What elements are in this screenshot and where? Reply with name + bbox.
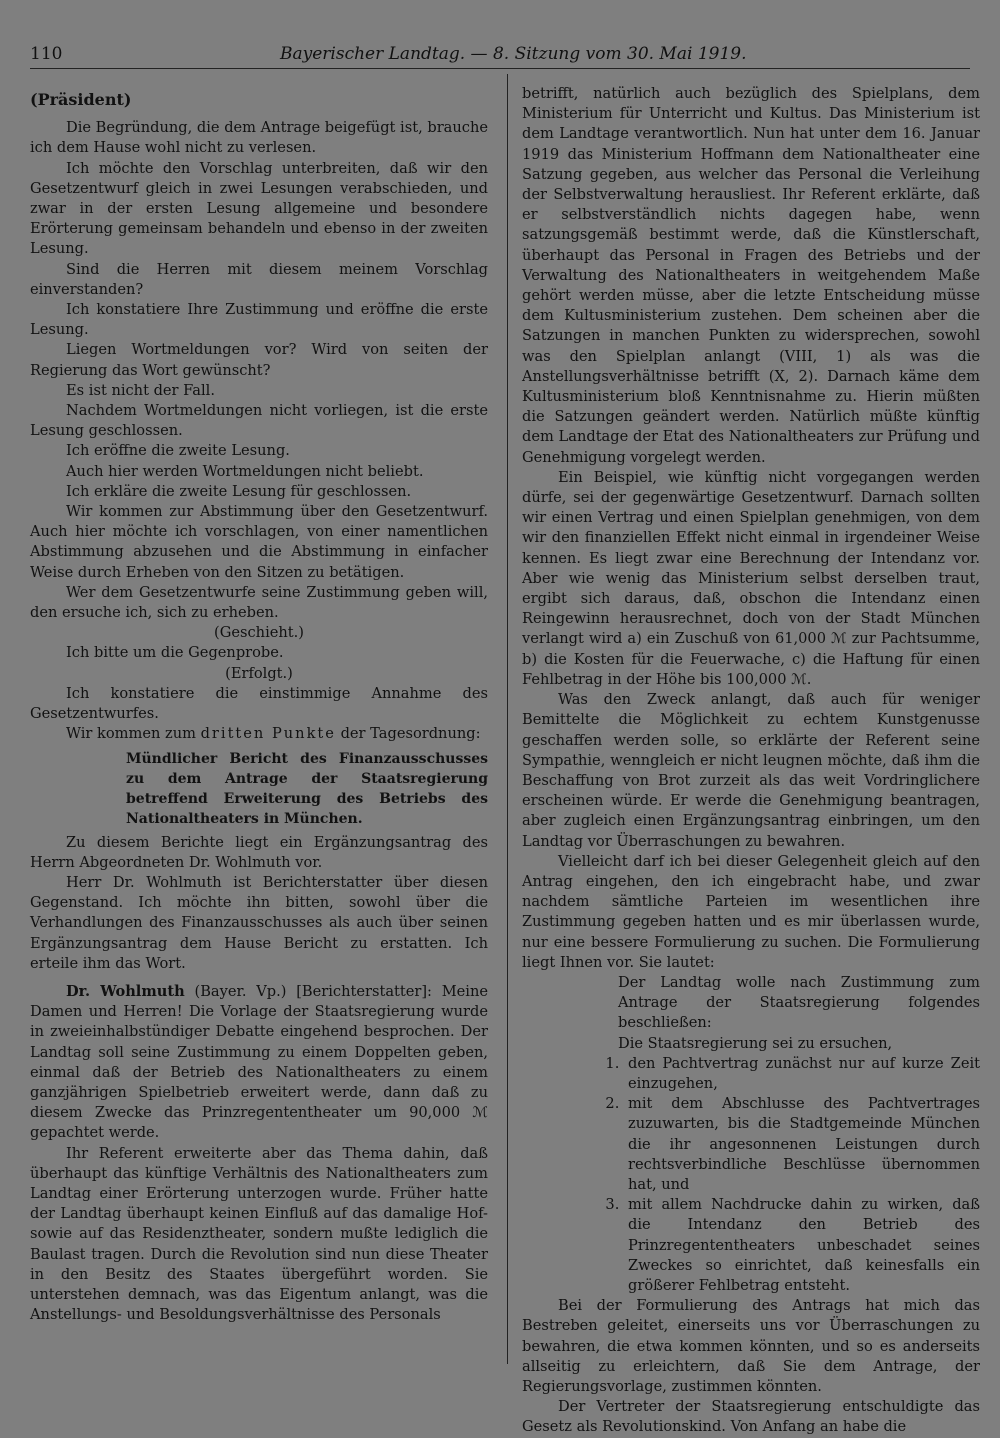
text-run: Wir kommen zum bbox=[66, 725, 196, 743]
paragraph: Ich konstatiere Ihre Zustimmung und eröffne die erste Lesung. bbox=[30, 301, 488, 339]
paragraph: Herr Dr. Wohlmuth ist Berichterstatter über diesen Gegenstand. Ich möchte ihn bitten, sowohl über die Verhandlungen des Finanzausschusses als auch über seinen Ergänzungsantrag dem Hause Bericht zu erstatten. Ich erteile ihm das Wort. bbox=[30, 873, 488, 972]
running-head: Bayerischer Landtag. — 8. Sitzung vom 30. Mai 1919. bbox=[280, 44, 747, 64]
paragraph: Nachdem Wortmeldungen nicht vorliegen, ist die erste Lesung geschlossen. bbox=[30, 402, 488, 440]
paragraph: Ein Beispiel, wie künftig nicht vorgegangen werden dürfe, sei der gegenwärtige Gesetzentwurf. Darnach sollten wir einen Vertrag und einen Spielplan genehmigen, von dem wir den finanziellen Effekt nicht einmal in irgendeiner Weise kennen. Es liegt zwar eine Berechnung der Intendanz vor. Aber wie wenig das Ministerium selbst derselben traut, ergibt sich daraus, daß, obschon die Intendanz einen Reingewinn herausrechnet, doch von der Stadt München verlangt wird a) ein Zuschuß von 61,000 ℳ zur Pachtsumme, b) die Kosten für die Feuerwache, c) die Haftung für einen Fehlbetrag in der Höhe bis 100,000 ℳ. bbox=[522, 468, 980, 688]
motion-text bbox=[522, 973, 980, 1296]
paragraph: Liegen Wortmeldungen vor? Wird von seiten der Regierung das Wort gewünscht? bbox=[30, 341, 488, 379]
paragraph: Ich eröffne die zweite Lesung. bbox=[66, 442, 290, 460]
paragraph: Ich erkläre die zweite Lesung für geschlossen. bbox=[66, 482, 412, 500]
motion-lead: Die Staatsregierung sei zu ersuchen, bbox=[618, 1034, 893, 1052]
speaker-label: (Präsident) bbox=[30, 90, 132, 109]
paragraph: Wir kommen zur Abstimmung über den Gesetzentwurf. Auch hier möchte ich vorschlagen, von einer namentlichen Abstimmung abzusehen und die Abstimmung in einfacher Weise durch Erheben von den Sitzen zu betätigen. bbox=[30, 503, 488, 581]
paragraph: Die Begründung, die dem Antrage beigefügt ist, brauche ich dem Hause wohl nicht zu verlesen. bbox=[30, 119, 488, 157]
left-column bbox=[30, 90, 488, 1325]
right-column bbox=[522, 84, 980, 1438]
motion-item: 3. mit allem Nachdrucke dahin zu wirken, daß die Intendanz den Betrieb des Prinzregententheaters unbeschadet seines Zweckes so einrichtet, daß keinesfalls ein größerer Fehlbetrag entsteht. bbox=[624, 1195, 980, 1296]
paragraph: Auch hier werden Wortmeldungen nicht beliebt. bbox=[66, 462, 424, 480]
paragraph: Ich konstatiere die einstimmige Annahme des Gesetzentwurfes. bbox=[30, 684, 488, 723]
paragraph: Der Vertreter der Staatsregierung entschuldigte das Gesetz als Revolutionskind. Von Anfang an habe die bbox=[522, 1398, 980, 1436]
speaker-name: Dr. Wohlmuth bbox=[66, 982, 185, 1000]
paragraph: Zu diesem Berichte liegt ein Ergänzungsantrag des Herrn Abgeordneten Dr. Wohlmuth vor. bbox=[30, 833, 488, 871]
paragraph: Ich bitte um die Gegenprobe. bbox=[66, 644, 284, 662]
paragraph bbox=[30, 724, 488, 744]
paragraph: Vielleicht darf ich bei dieser Gelegenheit gleich auf den Antrag eingehen, den ich eingebracht habe, und zwar nachdem sämtliche Parteien im wesentlichen ihre Zustimmung gegeben hatten und es mir überlassen wurde, nur eine bessere Formulierung zu suchen. Die Formulierung liegt Ihnen vor. Sie lautet: bbox=[522, 852, 980, 971]
paragraph: Was den Zweck anlangt, daß auch für weniger Bemittelte die Möglichkeit zu echtem Kunstgenusse geschaffen werden solle, so erklärte der Referent seine Sympathie, wenngleich er nicht leugnen möchte, daß ihm die Beschaffung von Brot zurzeit als das weit Vordringlichere erscheinen würde. Er werde die Genehmigung beantragen, aber zugleich einen Ergänzungsantrag einbringen, um den Landtag vor Überraschungen zu bewahren. bbox=[522, 691, 980, 850]
paragraph: Es ist nicht der Fall. bbox=[66, 381, 215, 399]
agenda-item-title: Mündlicher Bericht des Finanzausschusses zu dem Antrage der Staatsregierung betreffend Erweiterung des Betriebs des Nationaltheaters in München. bbox=[126, 750, 488, 827]
paragraph: Sind die Herren mit diesem meinem Vorschlag einverstanden? bbox=[30, 260, 488, 298]
stage-remark: (Erfolgt.) bbox=[225, 664, 293, 682]
page-header bbox=[30, 44, 970, 70]
column-divider bbox=[507, 74, 508, 1364]
motion-list bbox=[522, 1054, 980, 1296]
motion-item: 2. mit dem Abschlusse des Pachtvertrages zuzuwarten, bis die Stadtgemeinde München die ihr angesonnenen Leistungen durch rechtsverbindliche Beschlüsse übernommen hat, und bbox=[624, 1094, 980, 1195]
page-number: 110 bbox=[30, 44, 63, 64]
paragraph: Ihr Referent erweiterte aber das Thema dahin, daß überhaupt das künftige Verhältnis des Nationaltheaters zum Landtag einer Erörterung unterzogen wurde. Früher hatte der Landtag überhaupt keinen Einfluß auf das damalige Hof- sowie auf das Residenztheater, sondern mußte lediglich die Baulast tragen. Durch die Revolution sind nun diese Theater in den Besitz des Staates übergeführt worden. Sie unterstehen demnach, was das Eigentum anlangt, was die Anstellungs- und Besoldungsverhältnisse des Personals bbox=[30, 1144, 488, 1324]
motion-intro: Der Landtag wolle nach Zustimmung zum Antrage der Staatsregierung folgendes beschließen: bbox=[618, 973, 980, 1032]
header-rule bbox=[30, 68, 970, 69]
text-run: (Bayer. Vp.) [Berichterstatter]: Meine Damen und Herren! Die Vorlage der Staatsregierung wurde in zweieinhalbstündiger Debatte eingehend besprochen. Der Landtag soll seine Zustimmung zu einem Doppelten geben, einmal daß der Betrieb des Nationaltheaters zu einem ganzjährigen Spielbetrieb erweitert werde, dann daß zu diesem Zwecke das Prinzregententheater um 90,000 ℳ gepachtet werde. bbox=[30, 982, 488, 1142]
paragraph: Ich möchte den Vorschlag unterbreiten, daß wir den Gesetzentwurf gleich in zwei Lesungen verabschieden, und zwar in der ersten Lesung allgemeine und besondere Erörterung gemeinsam behandeln und ebenso in der zweiten Lesung. bbox=[30, 159, 488, 258]
paragraph: Wer dem Gesetzentwurfe seine Zustimmung geben will, den ersuche ich, sich zu erheben. bbox=[30, 583, 488, 622]
text-run: der Tagesordnung: bbox=[340, 725, 481, 743]
spacer bbox=[30, 974, 488, 982]
motion-item: 1. den Pachtvertrag zunächst nur auf kurze Zeit einzugehen, bbox=[624, 1054, 980, 1094]
spaced-text: dritten Punkte bbox=[200, 725, 336, 743]
speaker-paragraph bbox=[30, 982, 488, 1144]
paragraph: Bei der Formulierung des Antrags hat mich das Bestreben geleitet, einerseits uns vor Überraschungen zu bewahren, die etwa kommen könnten, und so es anderseits allseitig zu erleichtern, daß Sie dem Antrage, der Regierungsvorlage, zustimmen könnten. bbox=[522, 1297, 980, 1395]
paragraph: betrifft, natürlich auch bezüglich des Spielplans, dem Ministerium für Unterricht und Kultus. Das Ministerium ist dem Landtage verantwortlich. Nun hat unter dem 16. Januar 1919 das Ministerium Hoffmann dem Nationaltheater eine Satzung gegeben, aus welcher das Personal die Verleihung der Selbstverwaltung herausliest. Ihr Referent erklärte, daß er selbstverständlich nichts dagegen habe, wenn satzungsgemäß bestimmt werde, daß die Künstlerschaft, überhaupt das Personal in Fragen des Betriebs und der Verwaltung des Nationaltheaters in weitgehendem Maße gehört werden müsse, aber die letzte Entscheidung müsse dem Kultusministerium zustehen. Dem scheinen aber die Satzungen in manchen Punkten zu widersprechen, sowohl was den Spielplan anlangt (VIII, 1) als was die Anstellungsverhältnisse betrifft (X, 2). Darnach käme dem Kultusministerium bloß Kenntnisnahme zu. Hierin müßten die Satzungen geändert werden. Natürlich müßte künftig dem Landtage der Etat des Nationaltheaters zur Prüfung und Genehmigung vorgelegt werden. bbox=[522, 85, 980, 466]
stage-remark: (Geschieht.) bbox=[214, 624, 304, 642]
